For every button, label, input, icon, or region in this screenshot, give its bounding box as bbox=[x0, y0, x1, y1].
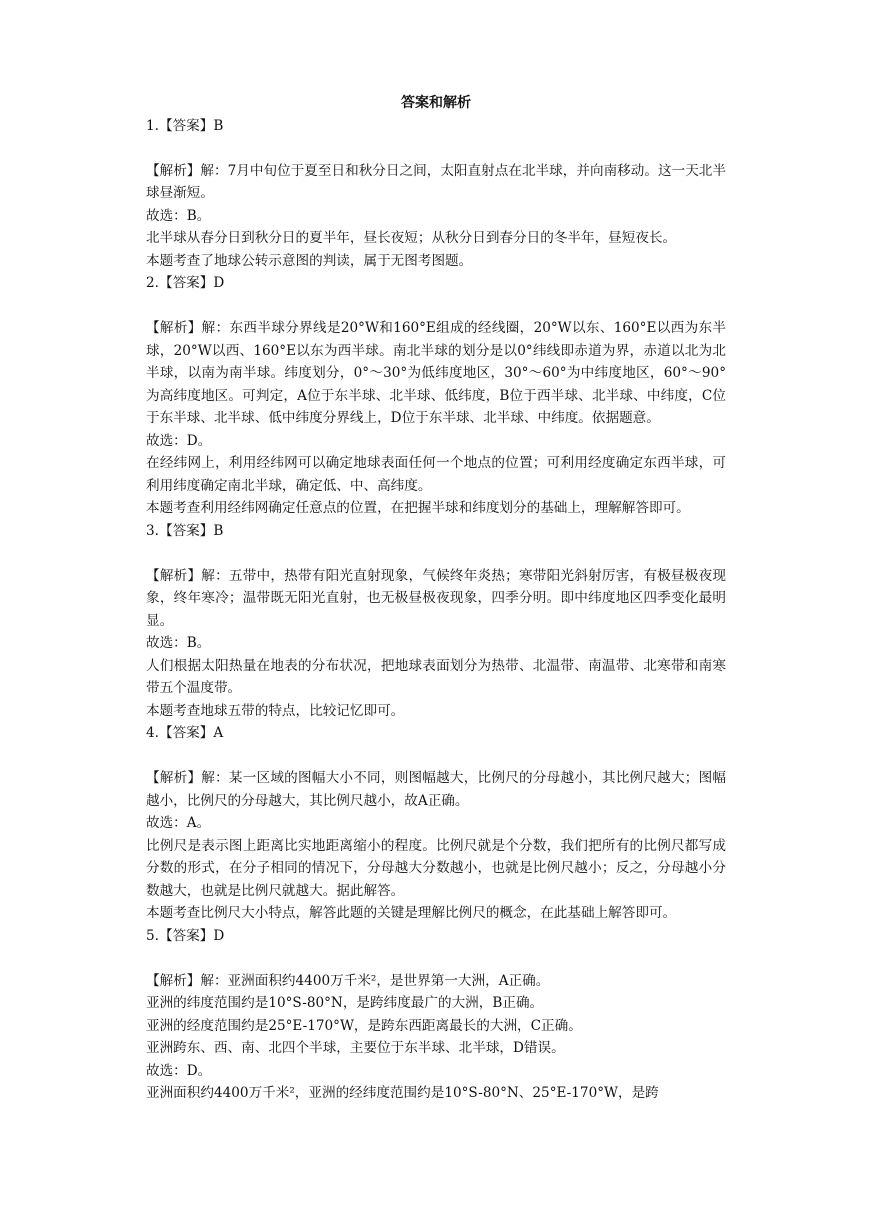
explanation-paragraph: 人们根据太阳热量在地表的分布状况，把地球表面划分为热带、北温带、南温带、北寒带和南寒带五个温度带。 bbox=[146, 657, 726, 696]
explanation-paragraph: 故选：D。 bbox=[146, 432, 212, 449]
spacer bbox=[146, 137, 726, 160]
explanation-paragraph: 故选：D。 bbox=[146, 1062, 212, 1079]
document-title: 答案和解析 bbox=[401, 95, 471, 111]
answer-line: 5.【答案】D bbox=[146, 927, 225, 944]
analysis-paragraph: 【解析】解：7月中旬位于夏至日和秋分日之间，太阳直射点在北半球，并向南移动。这一天北半球昼渐短。 bbox=[146, 162, 726, 201]
explanation-paragraph: 亚洲的经度范围约是25°E-170°W，是跨东西距离最长的大洲，C正确。 bbox=[146, 1017, 582, 1034]
explanation-paragraph: 本题考查比例尺大小特点，解答此题的关键是理解比例尺的概念，在此基础上解答即可。 bbox=[146, 905, 677, 921]
explanation-paragraph: 亚洲面积约4400万千米²，亚洲的经纬度范围约是10°S-80°N、25°E-170°W，是跨 bbox=[146, 1085, 659, 1101]
explanation-paragraph: 本题考查利用经纬网确定任意点的位置，在把握半球和纬度划分的基础上，理解解答即可。 bbox=[146, 500, 690, 516]
analysis-paragraph: 【解析】解：东西半球分界线是20°W和160°E组成的经线圈，20°W以东、160°E以西为东半球，20°W以西、160°E以东为西半球。南北半球的划分是以0°纬线即赤道为界，赤道以北为北半球，以南为南半球。纬度划分，0°～30°为低纬度地区，30°～60°为中纬度地区，60°～90°为高纬度地区。可判定，A位于东半球、北半球、低纬度，B位于西半球、北半球、中纬度，C位于东半球、北半球、低中纬度分界线上，D位于东半球、北半球、中纬度。依据题意。 bbox=[146, 320, 726, 426]
explanation-paragraph: 亚洲的纬度范围约是10°S-80°N，是跨纬度最广的大洲，B正确。 bbox=[146, 995, 544, 1011]
spacer bbox=[146, 745, 726, 768]
explanation-paragraph: 故选：B。 bbox=[146, 207, 211, 224]
explanation-paragraph: 本题考查地球五带的特点，比较记忆即可。 bbox=[146, 702, 405, 719]
document-body bbox=[146, 92, 726, 1105]
answer-line: 3.【答案】B bbox=[146, 522, 224, 539]
answer-line: 1.【答案】B bbox=[146, 117, 224, 134]
spacer bbox=[146, 947, 726, 970]
analysis-paragraph: 【解析】解：某一区域的图幅大小不同，则图幅越大，比例尺的分母越小，其比例尺越大；图幅越小，比例尺的分母越大，其比例尺越小，故A正确。 bbox=[146, 770, 726, 809]
explanation-paragraph: 亚洲跨东、西、南、北四个半球，主要位于东半球、北半球，D错误。 bbox=[146, 1040, 565, 1056]
explanation-paragraph: 在经纬网上，利用经纬网可以确定地球表面任何一个地点的位置；可利用经度确定东西半球，可利用纬度确定南北半球，确定低、中、高纬度。 bbox=[146, 455, 726, 494]
spacer bbox=[146, 542, 726, 565]
analysis-paragraph: 【解析】解：亚洲面积约4400万千米²，是世界第一大洲，A正确。 bbox=[146, 972, 550, 989]
answer-line: 2.【答案】D bbox=[146, 275, 225, 291]
explanation-paragraph: 北半球从春分日到秋分日的夏半年，昼长夜短；从秋分日到春分日的冬半年，昼短夜长。 bbox=[146, 230, 677, 246]
analysis-paragraph: 【解析】解：五带中，热带有阳光直射现象，气候终年炎热；寒带阳光斜射厉害，有极昼极夜现象，终年寒冷；温带既无阳光直射，也无极昼极夜现象，四季分明。即中纬度地区四季变化最明显。 bbox=[146, 567, 726, 629]
explanation-paragraph: 本题考查了地球公转示意图的判读，属于无图考图题。 bbox=[146, 252, 473, 269]
answer-list bbox=[146, 115, 726, 1105]
spacer bbox=[146, 295, 726, 318]
explanation-paragraph: 故选：A。 bbox=[146, 815, 211, 831]
explanation-paragraph: 比例尺是表示图上距离比实地距离缩小的程度。比例尺就是个分数，我们把所有的比例尺都写成分数的形式，在分子相同的情况下，分母越大分数越小，也就是比例尺越小；反之，分母越小分数越大，也就是比例尺就越大。据此解答。 bbox=[146, 837, 726, 899]
explanation-paragraph: 故选：B。 bbox=[146, 635, 211, 651]
answer-line: 4.【答案】A bbox=[146, 725, 224, 741]
